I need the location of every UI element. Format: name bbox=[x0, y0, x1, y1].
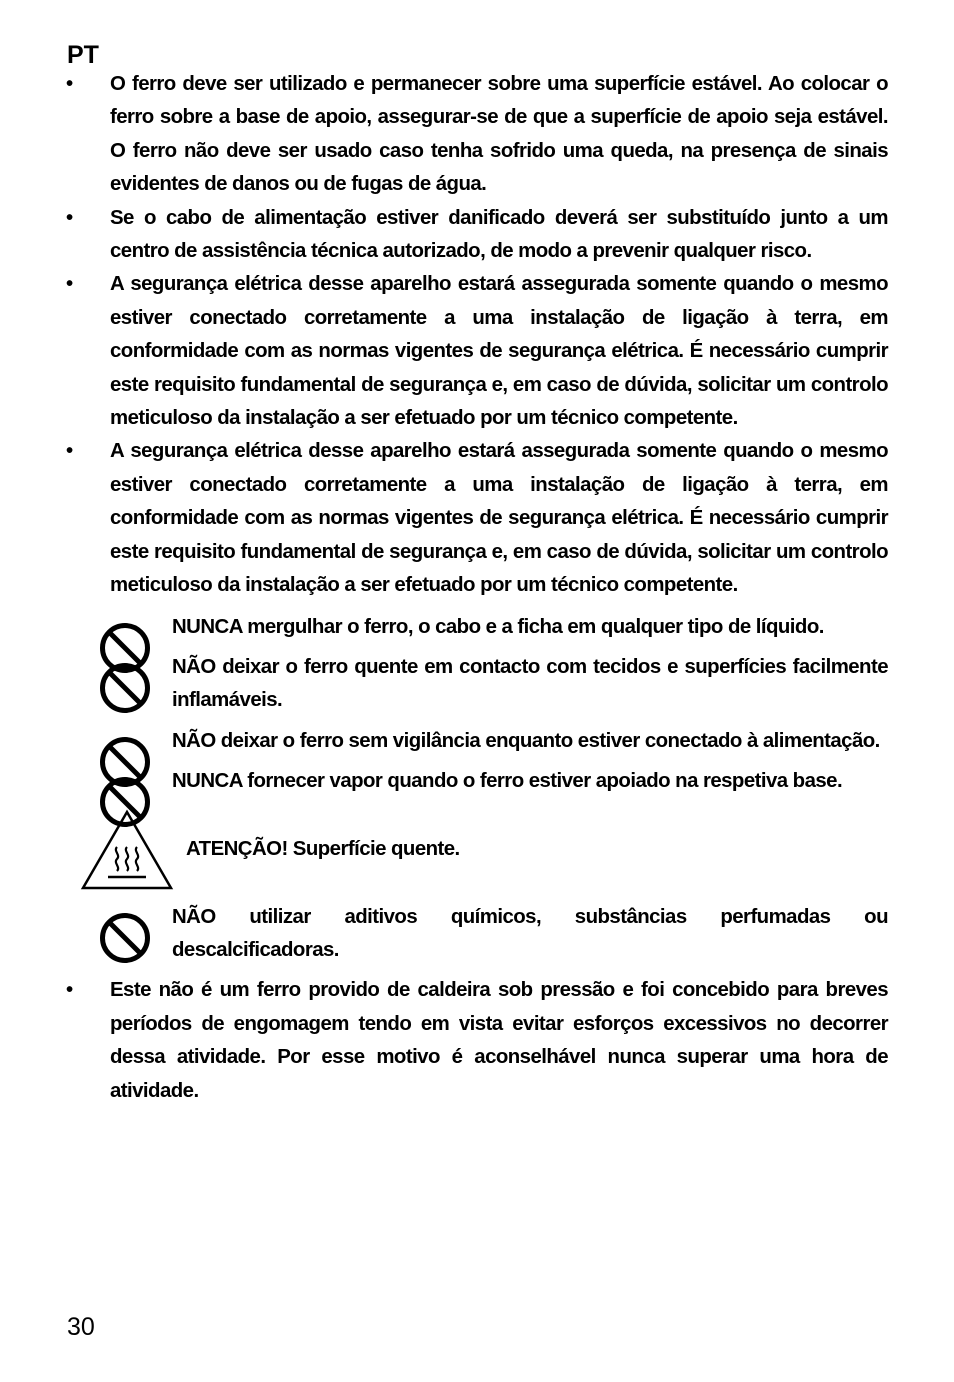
warning-item bbox=[0, 765, 954, 798]
warning-text: NÃO deixar o ferro quente em contacto com tecidos e superfícies facilmente inflamáveis. bbox=[172, 655, 888, 712]
page-number: 30 bbox=[67, 1313, 95, 1341]
bullet-item: • A segurança elétrica desse aparelho estará assegurada somente quando o mesmo estiver conectado corretamente a uma instalação de ligação à terra, em conformidade com as normas vigentes de segurança elétrica. É necessário cumprir este requisito fundamental de segurança e, em caso de dúvida, solicitar um controlo meticuloso da instalação a ser efetuado por um técnico competente. bbox=[0, 435, 954, 602]
bullet-item: • A segurança elétrica desse aparelho estará assegurada somente quando o mesmo estiver conectado corretamente a uma instalação de ligação à terra, em conformidade com as normas vigentes de segurança elétrica. É necessário cumprir este requisito fundamental de segurança e, em caso de dúvida, solicitar um controlo meticuloso da instalação a ser efetuado por um técnico competente. bbox=[0, 268, 954, 435]
bullet-item: • Se o cabo de alimentação estiver danificado deverá ser substituído junto a um centro de assistência técnica autorizado, de modo a prevenir qualquer risco. bbox=[0, 202, 954, 269]
warning-item bbox=[0, 651, 954, 718]
warning-text: NUNCA fornecer vapor quando o ferro estiver apoiado na respetiva base. bbox=[172, 770, 843, 793]
page-content bbox=[0, 68, 954, 1108]
hot-surface-warning-icon bbox=[80, 809, 174, 891]
language-code: PT bbox=[67, 41, 99, 69]
warning-list bbox=[0, 611, 954, 968]
warning-text: NÃO deixar o ferro sem vigilância enquanto estiver conectado à alimentação. bbox=[172, 729, 880, 752]
warning-item bbox=[0, 725, 954, 758]
warning-text: NÃO utilizar aditivos químicos, substâncias perfumadas ou descalcificadoras. bbox=[172, 905, 888, 961]
warning-item bbox=[0, 611, 954, 644]
warning-text: ATENÇÃO! Superfície quente. bbox=[186, 837, 460, 860]
prohibition-icon bbox=[98, 911, 152, 965]
warning-item-hot-surface bbox=[0, 809, 954, 891]
bullet-item: • O ferro deve ser utilizado e permanecer sobre uma superfície estável. Ao colocar o ferro sobre a base de apoio, assegurar-se de que a superfície de apoio seja estável. O ferro não deve ser usado caso tenha sofrido uma queda, na presença de sinais evidentes de danos ou de fugas de água. bbox=[0, 68, 954, 202]
bullet-item: • Este não é um ferro provido de caldeira sob pressão e foi concebido para breves períodos de engomagem tendo em vista evitar esforços excessivos no decorrer dessa atividade. Por esse motivo é aconselhável nunca superar uma hora de atividade. bbox=[0, 974, 954, 1108]
warning-item bbox=[0, 901, 954, 968]
warning-text: NUNCA mergulhar o ferro, o cabo e a ficha em qualquer tipo de líquido. bbox=[172, 615, 824, 638]
prohibition-icon bbox=[98, 661, 152, 715]
